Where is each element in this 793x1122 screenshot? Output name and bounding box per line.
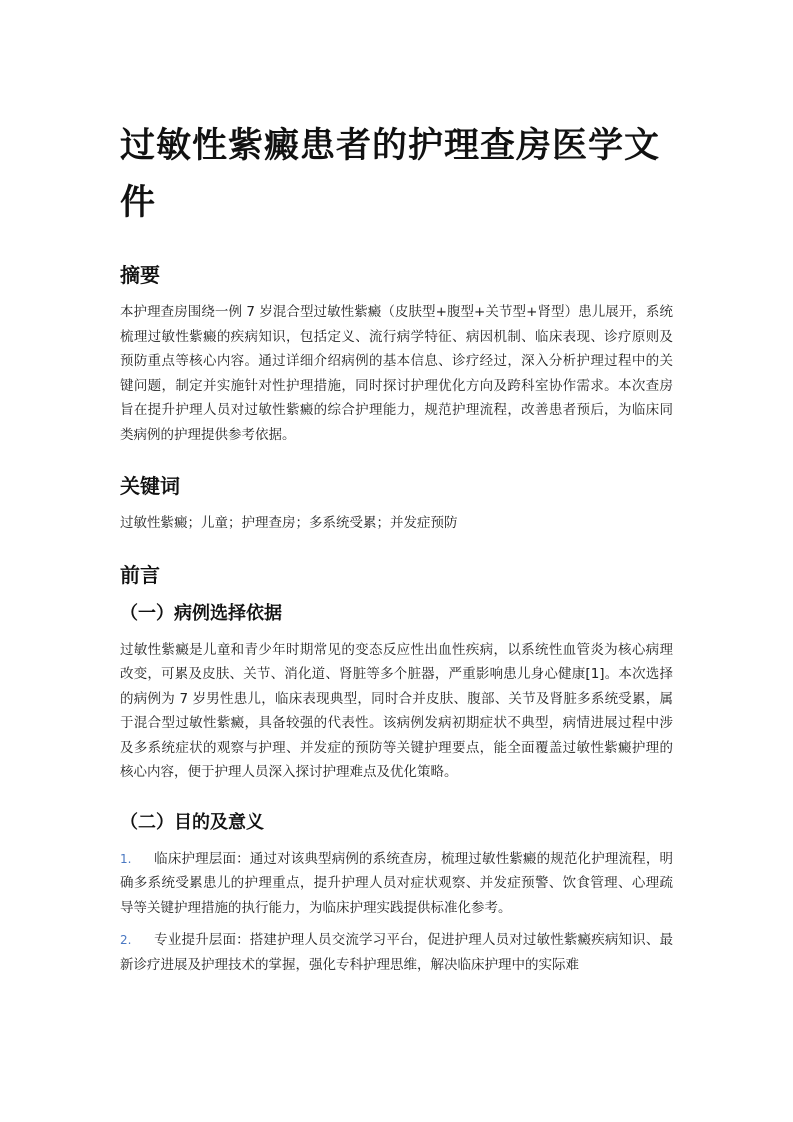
- preface-heading: 前言: [120, 562, 160, 587]
- case-selection-text: 过敏性紫癜是儿童和青少年时期常见的变态反应性出血性疾病，以系统性血管炎为核心病理改变，可累及皮肤、关节、消化道、肾脏等多个脏器，严重影响患儿身心健康[1]。本次选择的病例为 7 岁男性患儿，临床表现典型，同时合并皮肤、腹部、关节及肾脏多系统受累，属于混合型过敏性紫癜，具备较强的代表性。该病例发病初期症状不典型，病情进展过程中涉及多系统症状的观察与护理、并发症的预防等关键护理要点，能全面覆盖过敏性紫癜护理的核心内容，便于护理人员深入探讨护理难点及优化策略。: [120, 641, 673, 780]
- abstract-heading: 摘要: [120, 263, 160, 287]
- section-heading-case-selection: （一）病例选择依据: [120, 602, 282, 624]
- list-item-text: 临床护理层面：通过对该典型病例的系统查房，梳理过敏性紫癜的规范化护理流程，明确多系统受累患儿的护理重点，提升护理人员对症状观察、并发症预警、饮食管理、心理疏导等关键护理措施的执行能力，为临床护理实践提供标准化参考。: [120, 850, 673, 916]
- section-heading-purpose: （二）目的及意义: [120, 811, 264, 833]
- keywords-text: 过敏性紫癜；儿童；护理查房；多系统受累；并发症预防: [120, 515, 458, 531]
- list-item: [120, 847, 673, 921]
- list-item: [120, 928, 673, 977]
- list-number: 2.: [120, 933, 132, 947]
- list-number: 1.: [120, 851, 132, 866]
- list-item-text: 专业提升层面：搭建护理人员交流学习平台，促进护理人员对过敏性紫癜疾病知识、最新诊疗进展及护理技术的掌握，强化专科护理思维，解决临床护理中的实际难: [120, 932, 673, 973]
- keywords-heading: 关键词: [120, 474, 180, 498]
- document-title: 过敏性紫癜患者的护理查房医学文件: [120, 126, 661, 223]
- abstract-text: 本护理查房围绕一例 7 岁混合型过敏性紫癜（皮肤型+腹型+关节型+肾型）患儿展开，系统梳理过敏性紫癜的疾病知识，包括定义、流行病学特征、病因机制、临床表现、诊疗原则及预防重点等核心内容。通过详细介绍病例的基本信息、诊疗经过，深入分析护理过程中的关键问题，制定并实施针对性护理措施，同时探讨护理优化方向及跨科室协作需求。本次查房旨在提升护理人员对过敏性紫癜的综合护理能力，规范护理流程，改善患者预后，为临床同类病例的护理提供参考依据。: [120, 304, 673, 443]
- document-page: [120, 118, 673, 985]
